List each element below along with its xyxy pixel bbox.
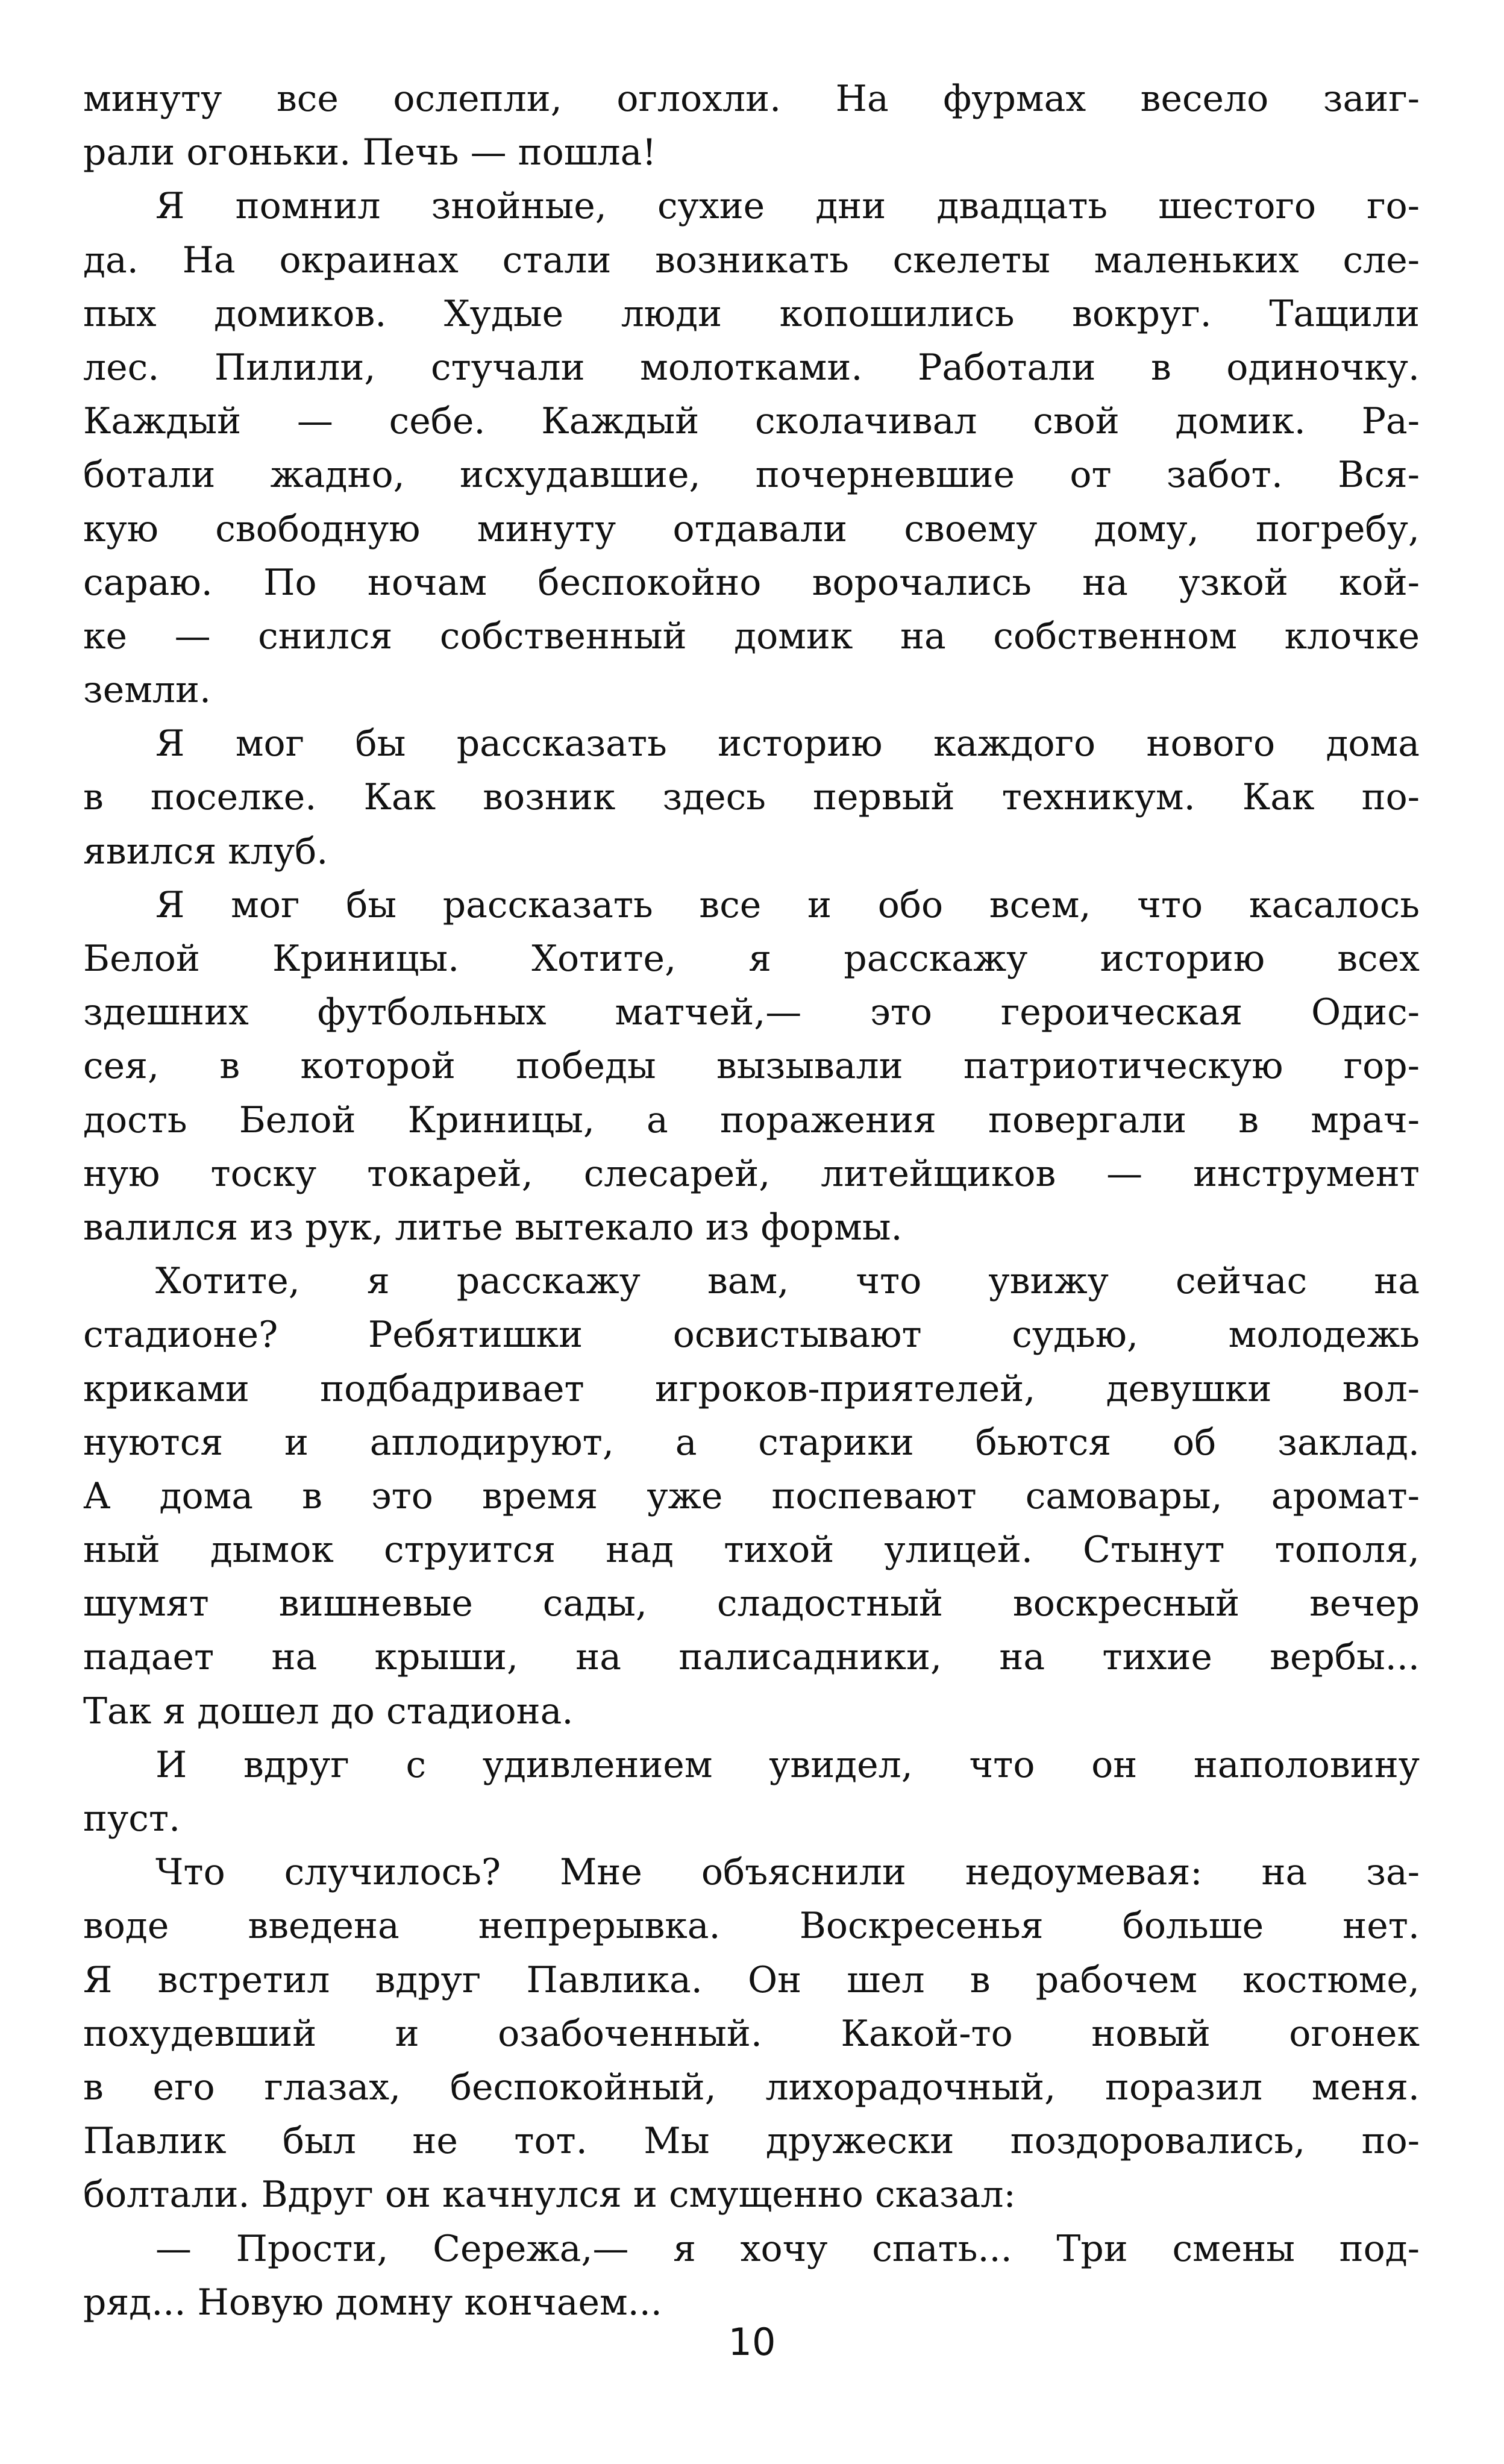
text-line: криками подбадривает игроков-приятелей, девушки вол- [83,1367,1420,1410]
text-line: — Прости, Сережа,— я хочу спать... Три смены под- [155,2227,1420,2270]
text-line: в его глазах, беспокойный, лихорадочный, поразил меня. [83,2066,1420,2108]
text-line: ке — снился собственный домик на собственном клочке [83,615,1420,657]
text-line: Белой Криницы. Хотите, я расскажу историю всех [83,938,1420,980]
text-line: Я встретил вдруг Павлика. Он шел в рабочем костюме, [83,1958,1420,2001]
text-line: Я мог бы рассказать все и обо всем, что касалось [155,883,1420,926]
text-line: падает на крыши, на палисадники, на тихие вербы... [83,1636,1420,1679]
page-body-text [83,72,1420,2330]
text-line: лес. Пилили, стучали молотками. Работали в одиночку. [83,346,1420,389]
text-line: пых домиков. Худые люди копошились вокруг. Тащили [83,292,1420,335]
page-number: 10 [728,2320,776,2364]
text-line: ную тоску токарей, слесарей, литейщиков — инструмент [83,1152,1420,1195]
text-line: А дома в это время уже поспевают самовары, аромат- [83,1475,1420,1517]
text-line: сараю. По ночам беспокойно ворочались на узкой кой- [83,561,1420,604]
text-line: болтали. Вдруг он качнулся и смущенно сказал: [83,2174,1016,2216]
text-line: минуту все ослепли, оглохли. На фурмах весело заиг- [83,78,1420,120]
text-line: Павлик был не тот. Мы дружески поздоровались, по- [83,2120,1420,2163]
text-line: Так я дошел до стадиона. [83,1690,574,1732]
text-line: шумят вишневые сады, сладостный воскресный вечер [83,1582,1420,1625]
text-line: рали огоньки. Печь — пошла! [83,131,657,174]
text-line: Я мог бы рассказать историю каждого нового дома [155,723,1420,765]
text-line: ный дымок струится над тихой улицей. Стынут тополя, [83,1529,1420,1572]
text-line: Хотите, я расскажу вам, что увижу сейчас на [155,1260,1420,1303]
text-line: стадионе? Ребятишки освистывают судью, молодежь [83,1314,1420,1356]
text-line: явился клуб. [83,830,328,873]
text-line: нуются и аплодируют, а старики бьются об заклад. [83,1421,1420,1464]
text-line: ряд... Новую домну кончаем... [83,2281,662,2324]
text-line: дость Белой Криницы, а поражения повергали в мрач- [83,1099,1420,1141]
text-line: земли. [83,669,212,712]
text-line: воде введена непрерывка. Воскресенья больше нет. [83,1905,1420,1948]
text-line: сея, в которой победы вызывали патриотическую гор- [83,1045,1420,1088]
text-line: Я помнил знойные, сухие дни двадцать шестого го- [155,185,1420,228]
text-line: Что случилось? Мне объяснили недоумевая: на за- [155,1851,1420,1894]
text-line: здешних футбольных матчей,— это героическая Одис- [83,991,1420,1034]
text-line: кую свободную минуту отдавали своему дому, погребу, [83,507,1420,550]
text-line: валился из рук, литье вытекало из формы. [83,1206,903,1249]
text-line: ботали жадно, исхудавшие, почерневшие от забот. Вся- [83,454,1420,497]
text-line: И вдруг с удивлением увидел, что он наполовину [155,1743,1420,1786]
text-line: пуст. [83,1798,181,1840]
text-line: да. На окраинах стали возникать скелеты маленьких сле- [83,239,1420,281]
text-line: Каждый — себе. Каждый сколачивал свой домик. Ра- [83,400,1420,443]
text-line: похудевший и озабоченный. Какой-то новый огонек [83,2012,1420,2055]
text-line: в поселке. Как возник здесь первый техникум. Как по- [83,776,1420,819]
